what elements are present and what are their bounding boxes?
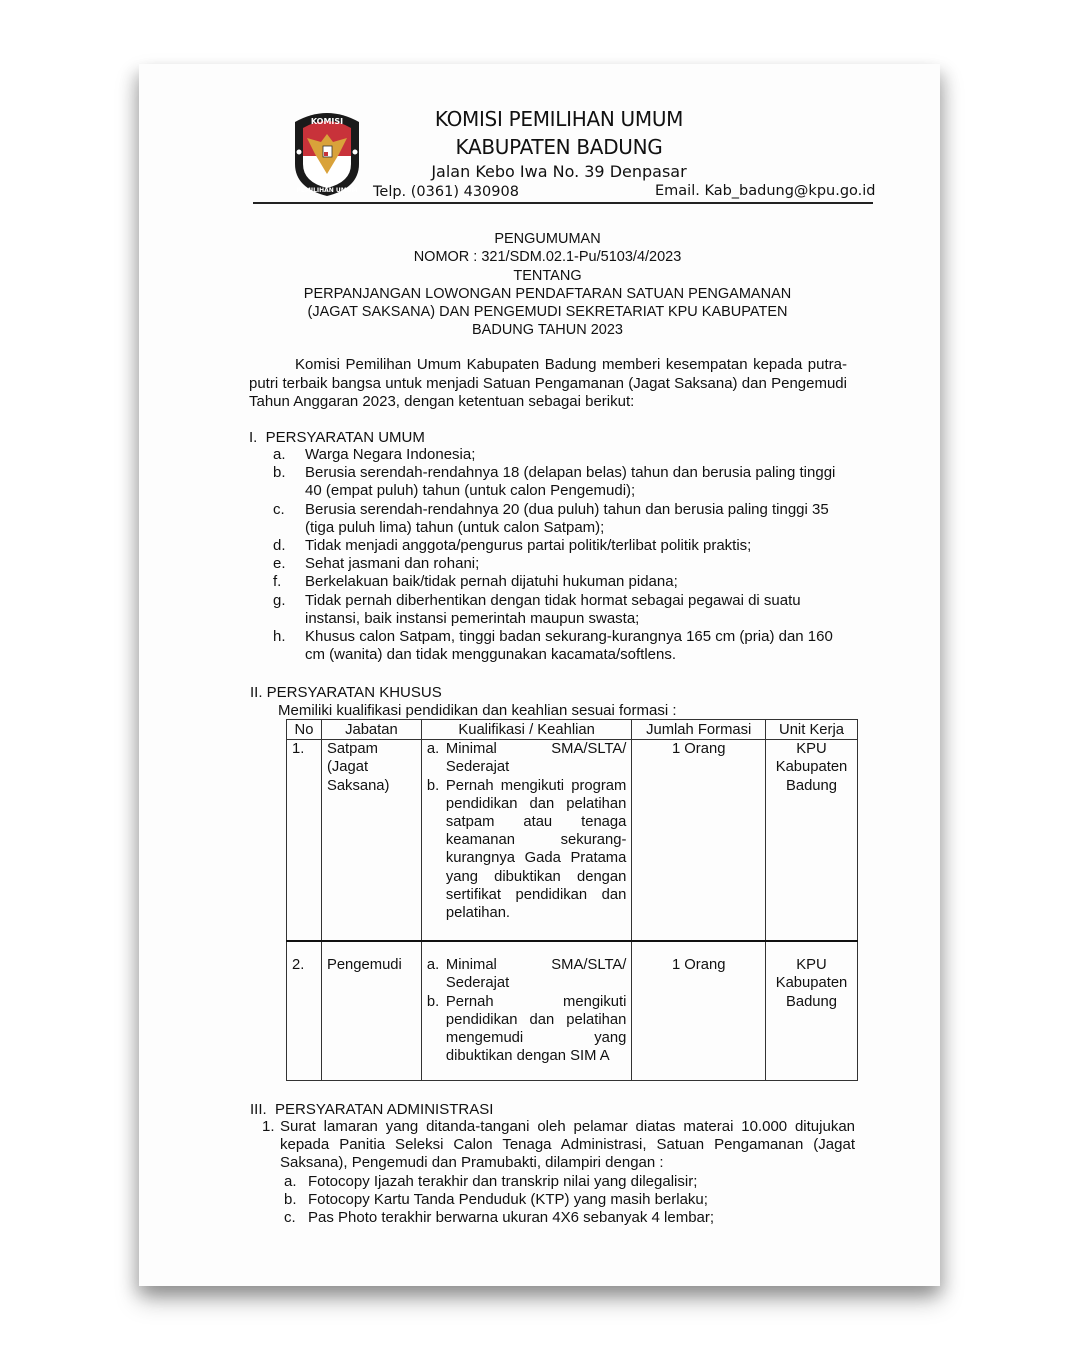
section-title-special: II. PERSYARATAN KHUSUS [250,684,442,701]
svg-text:KOMISI: KOMISI [310,117,344,126]
org-address: Jalan Kebo Iwa No. 39 Denpasar [431,162,687,181]
table-row [287,740,858,942]
announcement-subject-1: PERPANJANGAN LOWONGAN PENDAFTARAN SATUAN PENGAMANAN [303,285,792,302]
table-header-row [287,720,858,740]
list-item: e. Sehat jasmani dan rohani; [273,555,480,573]
list-item: g. Tidak pernah diberhentikan dengan tidak hormat sebagai pegawai di suatu instansi, baik instansi pemerintah maupun swasta; [273,591,801,627]
list-item: a. Warga Negara Indonesia; [273,446,476,463]
cell-position: Satpam (Jagat Saksana) [321,740,421,942]
cell-position: Pengemudi [321,941,421,1081]
section-lead: Memiliki kualifikasi pendidikan dan keahlian sesuai formasi : [278,702,677,719]
list-item: b. Fotocopy Kartu Tanda Penduduk (KTP) yang masih berlaku; [284,1190,708,1208]
section-general-requirements [249,429,849,664]
cell-quota: 1 Orang [632,941,766,1081]
list-item: c. Berusia serendah-rendahnya 20 (dua puluh) tahun dan berusia paling tinggi 35 (tiga puluh lima) tahun (untuk calon Satpam); [273,500,829,536]
formation-table [286,719,858,1081]
section-admin-requirements [250,1101,855,1227]
list-item: c. Pas Photo terakhir berwarna ukuran 4X6 sebanyak 4 lembar; [284,1209,715,1227]
section-title: I. PERSYARATAN UMUM [249,429,425,446]
header-qualification: Kualifikasi / Keahlian [421,720,632,740]
kpu-logo-icon [289,108,365,196]
cell-no: 1. [287,740,322,942]
list-item: a. Fotocopy Ijazah terakhir dan transkrip nilai yang dilegalisir; [284,1172,698,1190]
announcement-subject-3: BADUNG TAHUN 2023 [472,322,623,339]
intro-paragraph [249,356,847,412]
document-page [139,64,940,1286]
table-row [287,941,858,1081]
svg-text:PEMILIHAN UMUM: PEMILIHAN UMUM [296,187,358,194]
org-region: KABUPATEN BADUNG [455,135,663,159]
cell-quota: 1 Orang [632,740,766,942]
announcement-type: PENGUMUMAN [494,231,601,247]
cell-unit: KPU Kabupaten Badung [766,740,858,942]
list-item: 1. Surat lamaran yang ditanda-tangani oleh pelamar diatas materai 10.000 ditujukan kepada Panitia Seleksi Calon Tenaga Administrasi, Satuan Pengamanan (Jagat Saksana), Pengemudi dan Pramubakti, dilampiri dengan : [262,1118,855,1172]
cell-qualification: a. Minimal SMA/SLTA/ Sederajat b. Pernah mengikuti program pendidikan dan pelatihan satpam atau tenaga keamanan sekurang-kurangnya Gada Pratama yang dibuktikan dengan sertifikat pendidikan dan pelatihan. [421,740,632,942]
cell-unit: KPU Kabupaten Badung [766,941,858,1081]
org-phone: Telp. (0361) 430908 [373,184,519,200]
header-no: No [287,720,322,740]
org-email: Email. Kab_badung@kpu.go.id [655,183,876,199]
list-item: b. Berusia serendah-rendahnya 18 (delapan belas) tahun dan berusia paling tinggi 40 (empat puluh) tahun (untuk calon Pengemudi); [273,464,836,500]
announcement-heading [259,230,836,340]
intro-text: Komisi Pemilihan Umum Kabupaten Badung memberi kesempatan kepada putra-putri terbaik bangsa untuk menjadi Satuan Pengamanan (Jagat Saksana) dan Pengemudi Tahun Anggaran 2023, dengan ketentuan sebagai berikut: [249,356,847,410]
list-item: h. Khusus calon Satpam, tinggi badan sekurang-kurangnya 165 cm (pria) dan 160 cm (wanita) dan tidak menggunakan kacamata/softlens. [273,628,833,664]
list-item: d. Tidak menjadi anggota/pengurus partai politik/terlibat politik praktis; [273,537,752,555]
header-position: Jabatan [321,720,421,740]
announcement-about: TENTANG [513,267,582,284]
header-quota: Jumlah Formasi [632,720,766,740]
org-name: KOMISI PEMILIHAN UMUM [434,107,684,131]
announcement-subject-2: (JAGAT SAKSANA) DAN PENGEMUDI SEKRETARIAT KPU KABUPATEN [307,304,788,321]
letterhead-divider [253,202,873,204]
header-unit: Unit Kerja [766,720,858,740]
cell-no: 2. [287,941,322,1081]
announcement-number: NOMOR : 321/SDM.02.1-Pu/5103/4/2023 [413,249,682,266]
cell-qualification: a. Minimal SMA/SLTA/ Sederajat b. Pernah mengikuti pendidikan dan pelatihan mengemudi yang dibuktikan dengan SIM A [421,941,632,1081]
section-title: III. PERSYARATAN ADMINISTRASI [250,1101,494,1118]
list-item: f. Berkelakuan baik/tidak pernah dijatuhi hukuman pidana; [273,573,678,591]
